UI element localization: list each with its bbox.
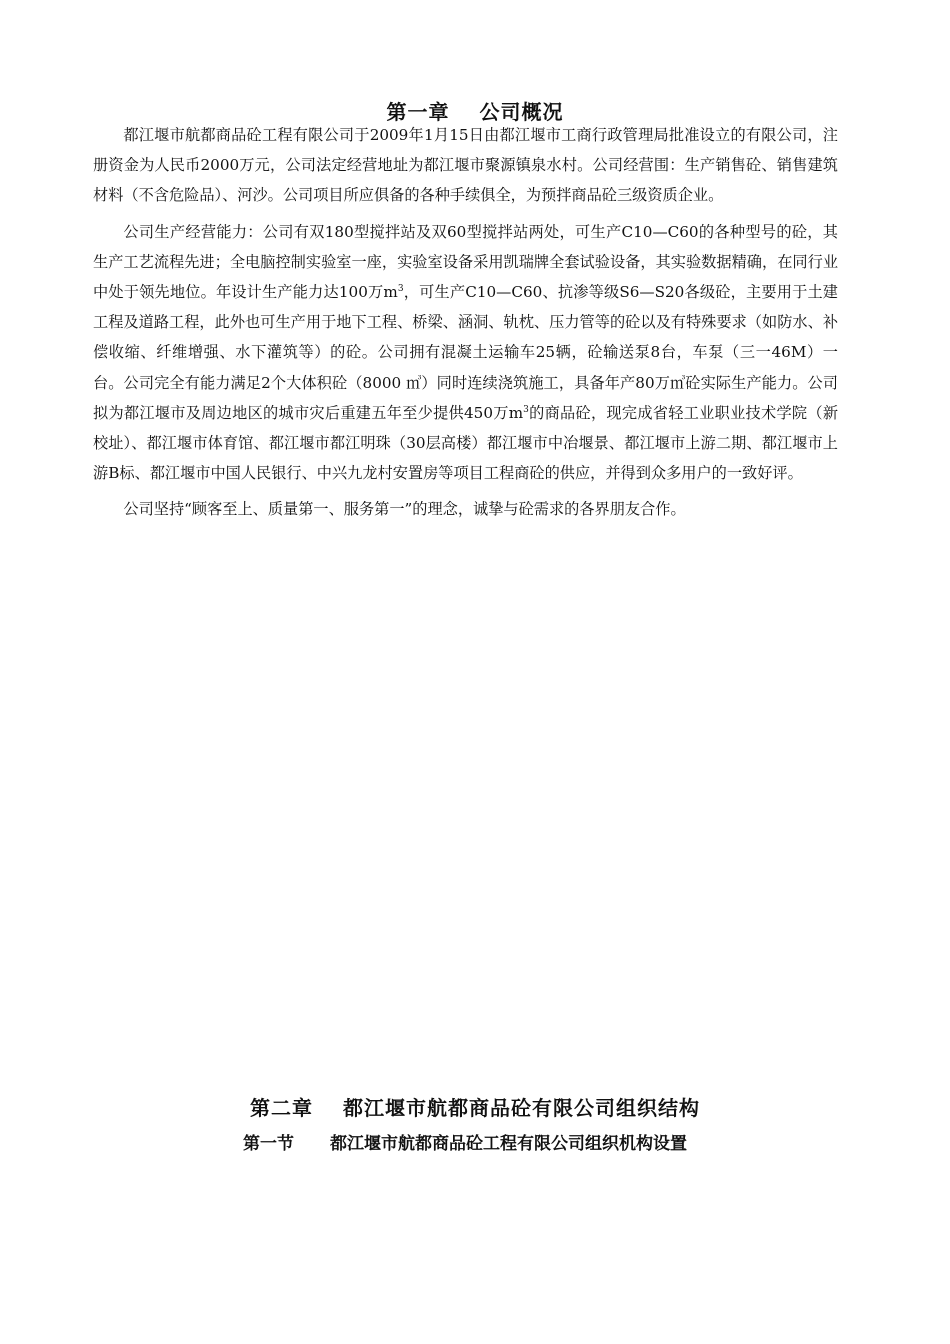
- chapter-2-title: 都江堰市航都商品砼有限公司组织结构: [343, 1096, 700, 1120]
- superscript-2: 3: [523, 404, 529, 415]
- capacity-text-part-1: 公司生产经营能力：公司有双180型搅拌站及双60型搅拌站两处，可生产C10—C60的各种型号的砼，其生产工艺流程先进；全电脑控制实验室一座，实验室设备采用凯瑞牌全套试验设备，其实验数据精确，在同行业中处于领先地位。年设计生产能力达100万m: [93, 222, 838, 302]
- section-1-heading: [0, 1129, 930, 1154]
- paragraph-company-philosophy: 公司坚持“顾客至上、质量第一、服务第一”的理念，诚挚与砼需求的各界朋友合作。: [123, 500, 686, 519]
- section-1-number: 第一节: [243, 1134, 294, 1154]
- paragraph-company-intro: 都江堰市航都商品砼工程有限公司于2009年1月15日由都江堰市工商行政管理局批准设立的有限公司，注册资金为人民币2000万元，公司法定经营地址为都江堰市聚源镇泉水村。公司经营围：生产销售砼、销售建筑材料（不含危险品）、河沙。公司项目所应俱备的各种手续俱全，为预拌商品砼三级资质企业。: [93, 126, 838, 205]
- chapter-1-title: 公司概况: [479, 100, 564, 124]
- capacity-text-part-3: 的商品砼，现完成省轻工业职业技术学院（新校址）、都江堰市体育馆、都江堰市都江明珠（30层高楼）都江堰市中冶堰景、都江堰市上游二期、都江堰市上游B标、都江堰市中国人民银行、中兴九龙村安置房等项目工程商砼的供应，并得到众多用户的一致好评。: [93, 403, 839, 483]
- section-1-title: 都江堰市航都商品砼工程有限公司组织机构设置: [330, 1134, 687, 1154]
- capacity-text-part-2: ，可生产C10—C60、抗渗等级S6—S20各级砼，主要用于土建工程及道路工程，此外也可生产用于地下工程、桥梁、涵洞、轨枕、压力管等的砼以及有特殊要求（如防水、补偿收缩、纤维增强、水下灌筑等）的砼。公司拥有混凝土运输车25辆，砼输送泵8台，车泵（三一46M）一台。公司完全有能力满足2个大体积砼（8000 ㎥）同时连续浇筑施工，具备年产80万㎥砼实际生产能力。公司拟为都江堰市及周边地区的城市灾后重建五年至少提供450万m: [93, 283, 838, 422]
- chapter-2-heading: [0, 1092, 950, 1121]
- superscript-1: 3: [397, 283, 404, 294]
- chapter-2-number: 第二章: [250, 1096, 313, 1120]
- chapter-1-body: [93, 120, 838, 525]
- paragraph-production-capacity: [93, 217, 838, 489]
- chapter-1-number: 第一章: [386, 100, 450, 124]
